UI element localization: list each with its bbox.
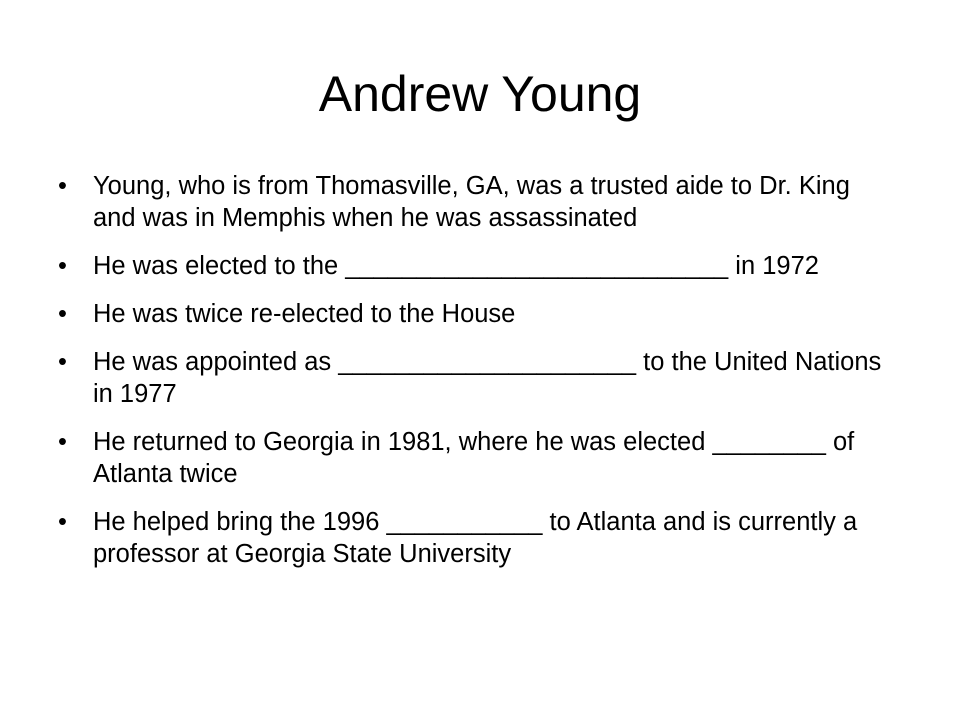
bullet-text: He was twice re-elected to the House [93, 300, 516, 328]
bullet-text: He helped bring the 1996 ___________ to Atlanta and is currently a professor at Georgia State University [93, 508, 865, 568]
bullet-text: He returned to Georgia in 1981, where he was elected ________ of Atlanta twice [93, 428, 860, 488]
bullet-item [58, 346, 898, 410]
bullet-text: He was appointed as _____________________ to the United Nations in 1977 [93, 348, 889, 408]
slide-title: Andrew Young [318, 66, 642, 122]
bullet-dot-icon: • [58, 348, 67, 376]
bullet-dot-icon: • [58, 300, 67, 328]
bullet-item [58, 506, 898, 570]
bullet-dot-icon: • [58, 508, 67, 536]
bullet-dot-icon: • [58, 428, 67, 456]
bullet-text: He was elected to the ___________________________ in 1972 [93, 252, 819, 280]
bullet-dot-icon: • [58, 252, 67, 280]
bullet-dot-icon: • [58, 172, 67, 200]
bullet-item [58, 426, 898, 490]
bullet-item [58, 250, 898, 282]
bullet-item [58, 298, 898, 330]
bullet-text: Young, who is from Thomasville, GA, was a trusted aide to Dr. King and was in Memphis when he was assassinated [93, 172, 857, 232]
bullet-item [58, 170, 898, 234]
bullet-list [58, 170, 898, 586]
